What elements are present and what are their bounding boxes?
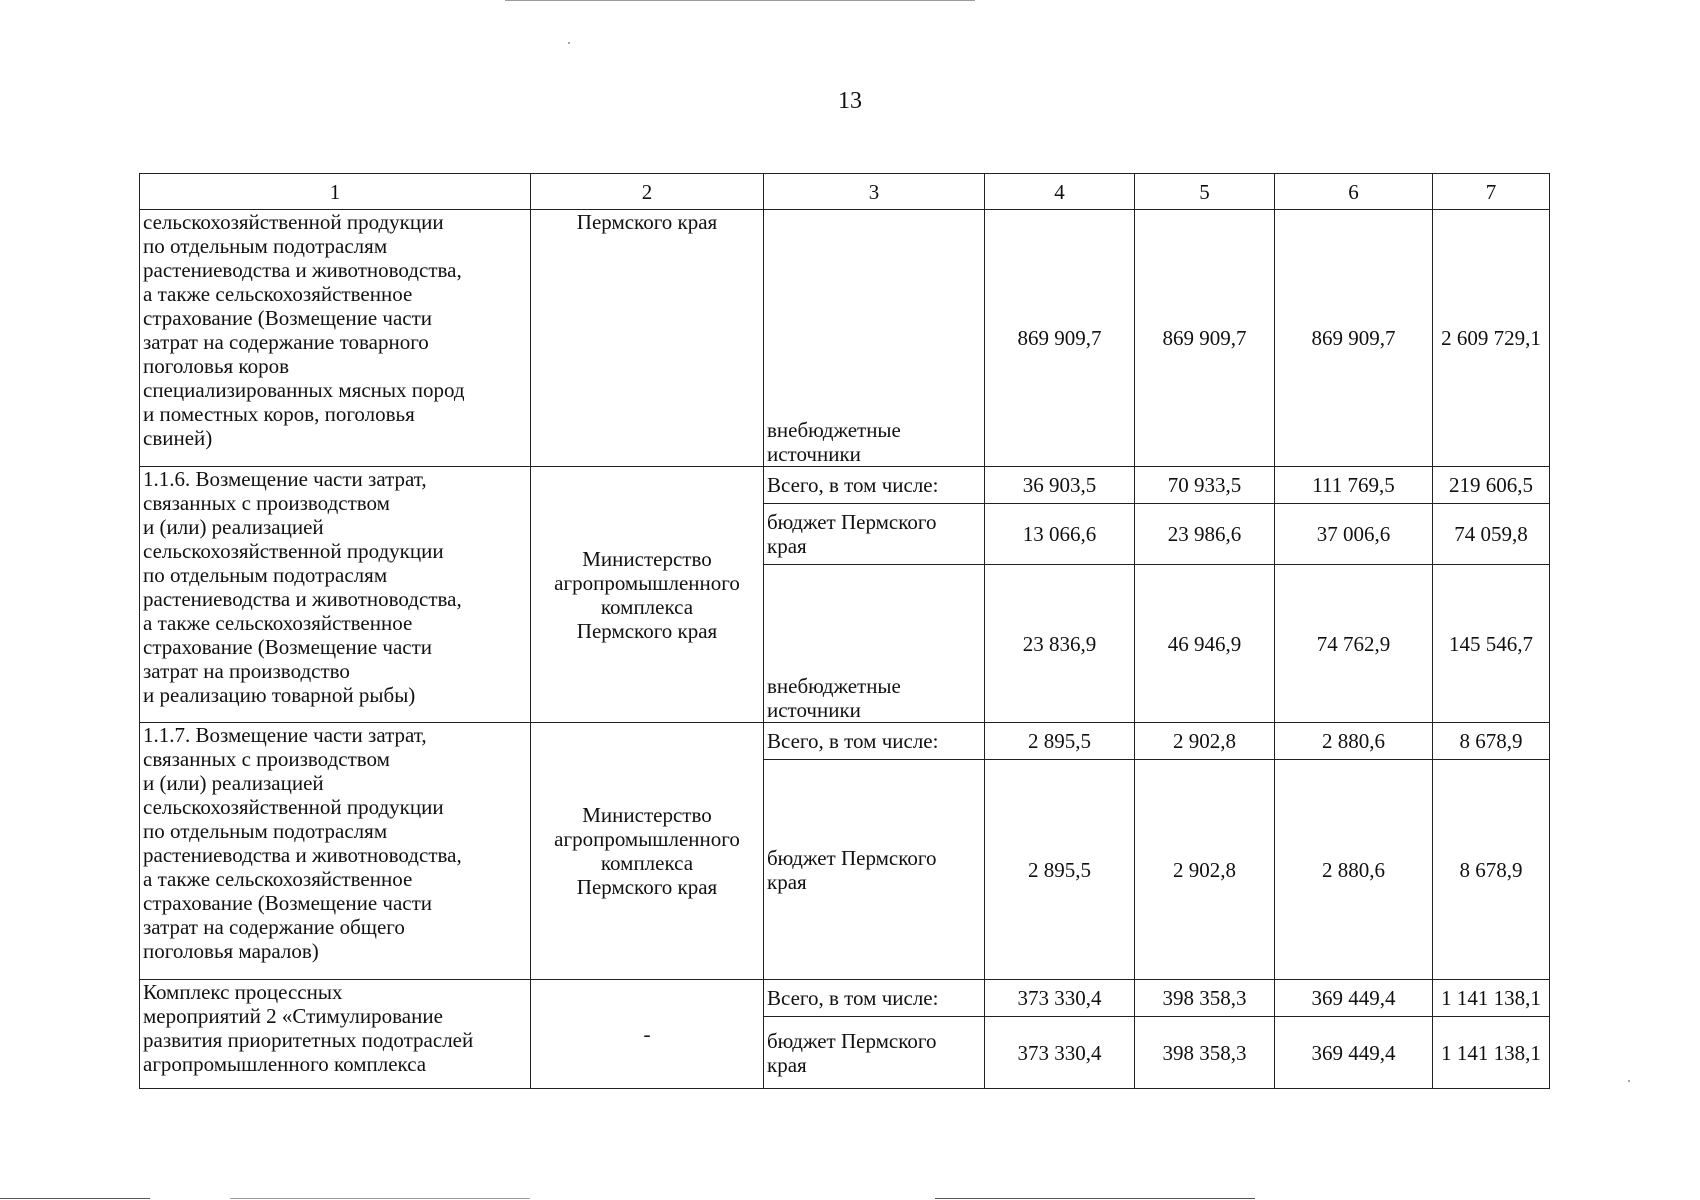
value-total: 1 141 138,1 [1433, 1017, 1550, 1089]
value-year-2: 70 933,5 [1135, 467, 1275, 504]
value-year-3: 74 762,9 [1275, 565, 1433, 723]
value-year-1: 373 330,4 [985, 980, 1135, 1017]
funding-source: Всего, в том числе: [764, 467, 985, 504]
measure-name: Комплекс процессных мероприятий 2 «Стимулирование развития приоритетных подотраслей агропромышленного комплекса [140, 980, 531, 1089]
column-header: 1 [140, 174, 531, 210]
column-header: 3 [764, 174, 985, 210]
value-year-2: 2 902,8 [1135, 723, 1275, 760]
executor: Пермского края [531, 210, 764, 467]
measure-name: 1.1.7. Возмещение части затрат, связанных с производством и (или) реализацией сельскохозяйственной продукции по отдельным подотраслям растениеводства и животноводства, а также сельскохозяйственное страхование (Возмещение части затрат на содержание общего поголовья маралов) [140, 723, 531, 980]
value-year-3: 2 880,6 [1275, 723, 1433, 760]
value-year-1: 373 330,4 [985, 1017, 1135, 1089]
executor: Министерство агропромышленного комплекса Пермского края [531, 467, 764, 723]
funding-source: бюджет Пермского края [764, 1017, 985, 1089]
value-total: 8 678,9 [1433, 723, 1550, 760]
scan-speck [568, 42, 570, 44]
value-year-2: 398 358,3 [1135, 1017, 1275, 1089]
column-header: 7 [1433, 174, 1550, 210]
value-year-2: 2 902,8 [1135, 760, 1275, 980]
measure-name: сельскохозяйственной продукции по отдельным подотраслям растениеводства и животноводства, а также сельскохозяйственное страхование (Возмещение части затрат на содержание товарного поголовья коров специализированных мясных пород и поместных коров, поголовья свиней) [140, 210, 531, 467]
scan-bottom-line-mid [230, 1198, 530, 1199]
value-year-3: 111 769,5 [1275, 467, 1433, 504]
table-row [140, 467, 1550, 504]
value-total: 8 678,9 [1433, 760, 1550, 980]
table-row [140, 210, 1550, 467]
scan-speck [1628, 1080, 1630, 1082]
value-total: 2 609 729,1 [1433, 210, 1550, 467]
value-year-1: 23 836,9 [985, 565, 1135, 723]
value-total: 1 141 138,1 [1433, 980, 1550, 1017]
scan-bottom-line-right [935, 1198, 1255, 1199]
value-year-2: 398 358,3 [1135, 980, 1275, 1017]
value-year-2: 23 986,6 [1135, 504, 1275, 565]
table-row [140, 980, 1550, 1017]
funding-source: бюджет Пермского края [764, 504, 985, 565]
value-year-1: 869 909,7 [985, 210, 1135, 467]
scan-bottom-line-left [0, 1198, 150, 1199]
table-header-row [140, 174, 1550, 210]
value-year-3: 369 449,4 [1275, 980, 1433, 1017]
budget-table [139, 173, 1550, 1089]
value-year-1: 2 895,5 [985, 723, 1135, 760]
value-year-2: 869 909,7 [1135, 210, 1275, 467]
executor: Министерство агропромышленного комплекса Пермского края [531, 723, 764, 980]
funding-source: бюджет Пермского края [764, 760, 985, 980]
value-year-3: 869 909,7 [1275, 210, 1433, 467]
funding-source: Всего, в том числе: [764, 723, 985, 760]
page-number: 13 [838, 88, 862, 114]
measure-name: 1.1.6. Возмещение части затрат, связанных с производством и (или) реализацией сельскохозяйственной продукции по отдельным подотраслям растениеводства и животноводства, а также сельскохозяйственное страхование (Возмещение части затрат на производство и реализацию товарной рыбы) [140, 467, 531, 723]
value-year-1: 13 066,6 [985, 504, 1135, 565]
value-total: 219 606,5 [1433, 467, 1550, 504]
value-year-3: 2 880,6 [1275, 760, 1433, 980]
value-year-3: 369 449,4 [1275, 1017, 1433, 1089]
value-year-1: 2 895,5 [985, 760, 1135, 980]
funding-source: внебюджетные источники [764, 565, 985, 723]
column-header: 6 [1275, 174, 1433, 210]
value-year-3: 37 006,6 [1275, 504, 1433, 565]
value-total: 145 546,7 [1433, 565, 1550, 723]
scan-top-line [505, 0, 975, 1]
executor: - [531, 980, 764, 1089]
value-year-2: 46 946,9 [1135, 565, 1275, 723]
column-header: 4 [985, 174, 1135, 210]
column-header: 2 [531, 174, 764, 210]
table-row [140, 723, 1550, 760]
value-total: 74 059,8 [1433, 504, 1550, 565]
value-year-1: 36 903,5 [985, 467, 1135, 504]
column-header: 5 [1135, 174, 1275, 210]
funding-source: Всего, в том числе: [764, 980, 985, 1017]
funding-source: внебюджетные источники [764, 210, 985, 467]
